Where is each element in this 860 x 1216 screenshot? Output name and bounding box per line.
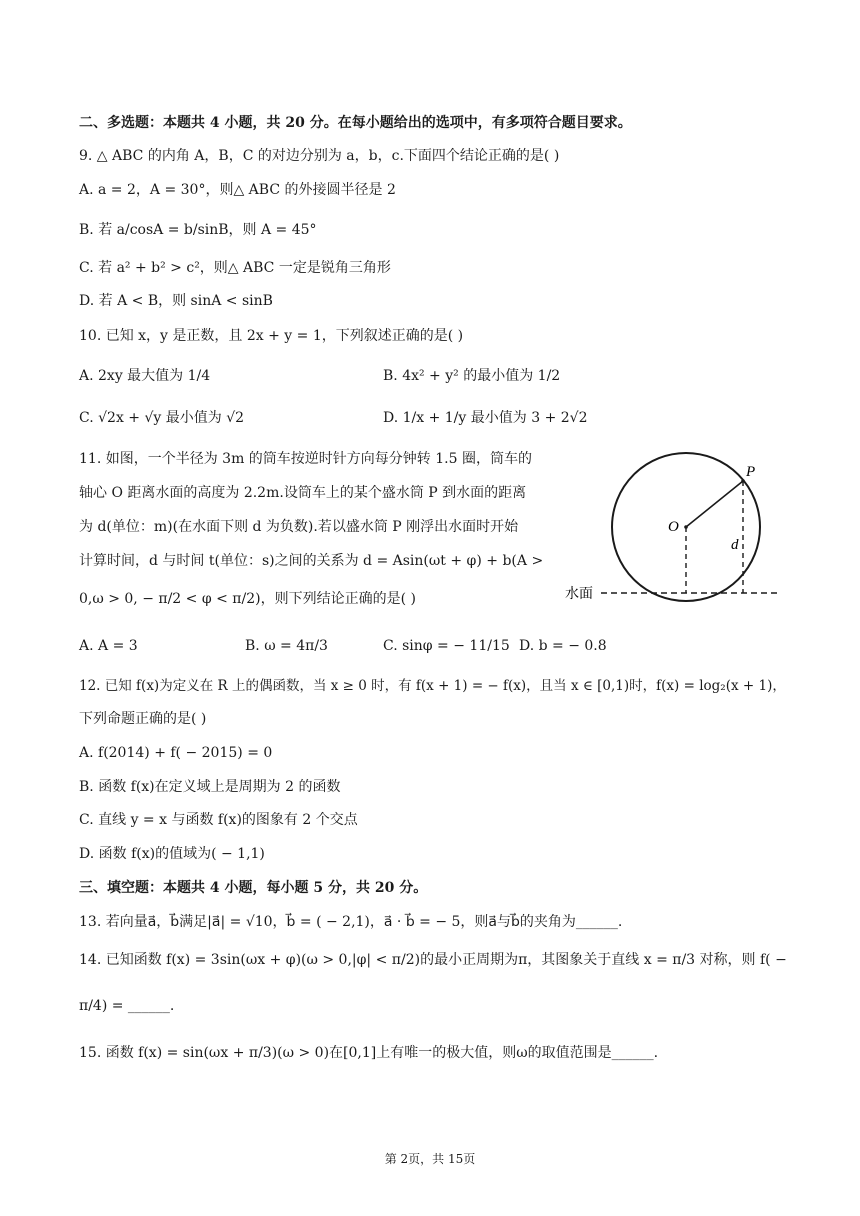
center-point	[684, 525, 688, 529]
label-p: P	[746, 464, 756, 480]
q12-stem-line-1: 12. 已知 f(x)为定义在 R 上的偶函数，当 x ≥ 0 时，有 f(x + 1) = − f(x)，且当 x ∈ [0,1)时，f(x) = log₂(x + 1)，	[79, 678, 786, 694]
q9-option-b: B. 若 a/cosA = b/sinB，则 A = 45°	[79, 222, 317, 238]
q14-line-1: 14. 已知函数 f(x) = 3sin(ωx + φ)(ω > 0,|φ| < π/2)的最小正周期为π，其图象关于直线 x = π/3 对称，则 f( −	[79, 952, 787, 968]
q11-line-2: 轴心 O 距离水面的高度为 2.2m.设筒车上的某个盛水筒 P 到水面的距离	[79, 485, 527, 501]
q12-option-b: B. 函数 f(x)在定义域上是周期为 2 的函数	[79, 779, 341, 795]
q11-option-b: B. ω = 4π/3	[245, 638, 328, 654]
q11-line-1: 11. 如图，一个半径为 3m 的筒车按逆时针方向每分钟转 1.5 圈，筒车的	[79, 451, 532, 467]
q11-option-c: C. sinφ = − 11/15	[383, 638, 510, 654]
q10-option-b: B. 4x² + y² 的最小值为 1/2	[383, 368, 561, 384]
q11-option-d: D. b = − 0.8	[519, 638, 607, 654]
q10-stem: 10. 已知 x，y 是正数，且 2x + y = 1，下列叙述正确的是( )	[79, 328, 464, 344]
q11-line-5: 0,ω > 0, − π/2 < φ < π/2)，则下列结论正确的是( )	[79, 591, 416, 607]
q13-text: 13. 若向量a⃗，b⃗满足|a⃗| = √10，b⃗ = ( − 2,1)，a⃗ · b⃗ = − 5，则a⃗与b⃗的夹角为______.	[79, 914, 623, 930]
label-o: O	[668, 519, 679, 535]
q10-option-d: D. 1/x + 1/y 最小值为 3 + 2√2	[383, 410, 588, 426]
q9-option-a: A. a = 2，A = 30°，则△ ABC 的外接圆半径是 2	[79, 182, 396, 198]
radius-line	[686, 481, 743, 527]
q12-option-d: D. 函数 f(x)的值域为( − 1,1)	[79, 846, 265, 862]
q12-option-c: C. 直线 y = x 与函数 f(x)的图象有 2 个交点	[79, 812, 358, 828]
label-d: d	[731, 537, 739, 553]
label-water-surface: 水面	[565, 586, 593, 602]
q14-line-2: π/4) = ______.	[79, 998, 175, 1014]
q9-stem: 9. △ ABC 的内角 A，B，C 的对边分别为 a，b，c.下面四个结论正确的是( )	[79, 148, 560, 164]
q11-line-4: 计算时间，d 与时间 t(单位：s)之间的关系为 d = Asin(ωt + φ) + b(A >	[79, 553, 544, 569]
page-footer: 第 2页，共 15页	[384, 1152, 476, 1166]
q10-option-c: C. √2x + √y 最小值为 √2	[79, 410, 245, 426]
q12-option-a: A. f(2014) + f( − 2015) = 0	[79, 745, 273, 761]
section-heading-fill-in: 三、填空题：本题共 4 小题，每小题 5 分，共 20 分。	[79, 880, 428, 896]
section-heading-multiple-choice: 二、多选题：本题共 4 小题，共 20 分。在每小题给出的选项中，有多项符合题目要求。	[79, 115, 632, 131]
q9-option-c: C. 若 a² + b² > c²，则△ ABC 一定是锐角三角形	[79, 260, 391, 276]
q11-option-a: A. A = 3	[79, 638, 138, 654]
point-p	[741, 479, 745, 483]
water-wheel-figure	[555, 445, 795, 610]
q9-option-d: D. 若 A < B，则 sinA < sinB	[79, 293, 273, 309]
q15-text: 15. 函数 f(x) = sin(ωx + π/3)(ω > 0)在[0,1]上有唯一的极大值，则ω的取值范围是______.	[79, 1045, 659, 1061]
q12-stem-line-2: 下列命题正确的是( )	[79, 711, 207, 727]
q10-option-a: A. 2xy 最大值为 1/4	[79, 368, 211, 384]
q11-line-3: 为 d(单位：m)(在水面下则 d 为负数).若以盛水筒 P 刚浮出水面时开始	[79, 519, 519, 535]
